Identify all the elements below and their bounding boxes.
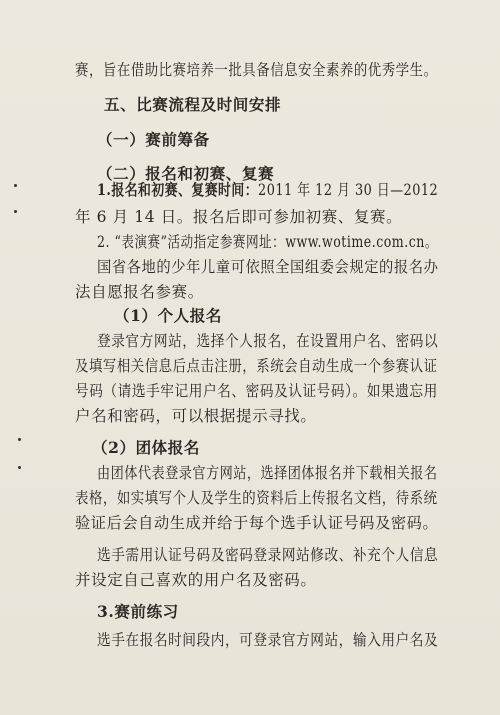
text-line: 号码（请选手牢记用户名、密码及认证号码）。如果遗忘用 (75, 382, 438, 400)
scan-dot (14, 210, 17, 213)
text-line: 表格，如实填写个人及学生的资料后上传报名文档，待系统 (75, 489, 438, 507)
item-heading: （1）个人报名 (114, 306, 222, 325)
text-line: 赛，旨在借助比赛培养一批具备信息安全素养的优秀学生。 (75, 61, 438, 79)
text-line: 登录官方网站，选择个人报名，在设置用户名、密码以 (97, 332, 439, 350)
text-line: 并设定自己喜欢的用户名及密码。 (75, 571, 317, 589)
scan-dot (14, 184, 17, 187)
text-line: 验证后会自动生成并给于每个选手认证号码及密码。 (75, 514, 439, 532)
item-heading: 3.赛前练习 (97, 602, 179, 621)
text-line: 选手需用认证号码及密码登录网站修改、补充个人信息 (97, 546, 439, 564)
scan-dot (18, 438, 21, 441)
text-line: 2. “表演赛”活动指定参赛网址：www.wotime.com.cn。 (97, 233, 438, 251)
text-line: 法自愿报名参赛。 (75, 283, 204, 301)
subsection-heading: （二）报名和初赛、复赛 (97, 164, 275, 183)
text-line: 选手在报名时间段内，可登录官方网站，输入用户名及 (97, 631, 439, 649)
item-heading: （2）团体报名 (92, 438, 200, 457)
text-line: 由团体代表登录官方网站，选择团体报名并下载相关报名 (97, 464, 438, 482)
section-heading: 五、比赛流程及时间安排 (104, 95, 282, 114)
label-time: 1.报名和初赛、复赛时间： (97, 180, 259, 199)
text-line: 户名和密码，可以根据提示寻找。 (75, 407, 317, 425)
text-line: 年 6 月 14 日。报名后即可参加初赛、复赛。 (75, 208, 403, 226)
subsection-heading: （一）赛前筹备 (97, 130, 210, 149)
text-line (97, 180, 438, 200)
text-line: 及填写相关信息后点击注册，系统会自动生成一个参赛认证 (75, 357, 438, 375)
text-line: 国省各地的少年儿童可依照全国组委会规定的报名办 (97, 258, 439, 276)
time-value: 2011 年 12 月 30 日—2012 (258, 181, 439, 199)
scan-dot (18, 466, 21, 469)
